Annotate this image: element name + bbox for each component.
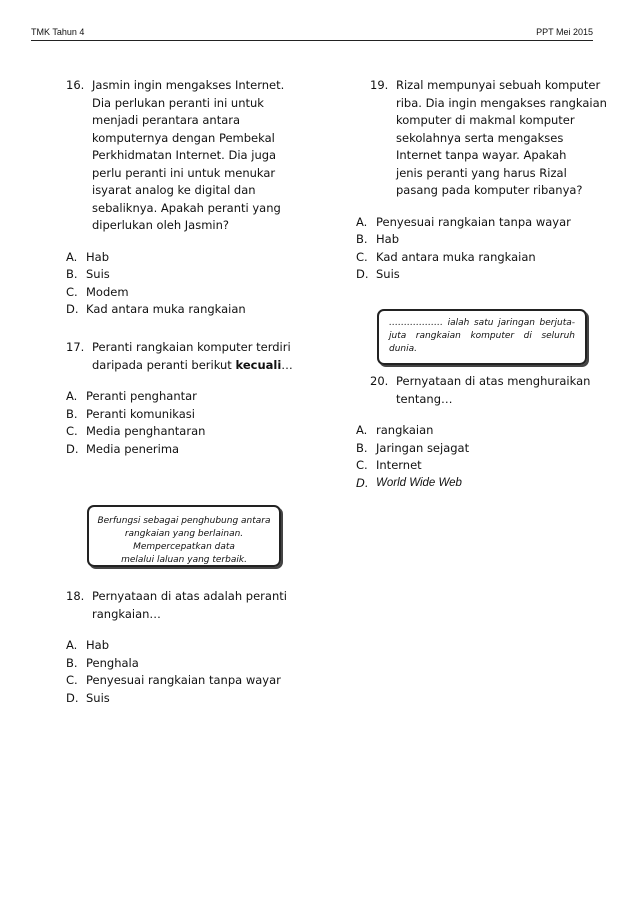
answer-options — [356, 214, 610, 284]
question-16 — [66, 77, 296, 319]
header-exam: PPT Mei 2015 — [536, 27, 593, 37]
option-text: Penyesuai rangkaian tanpa wayar — [86, 673, 281, 687]
option-b[interactable] — [66, 406, 296, 424]
option-c[interactable] — [66, 672, 296, 690]
option-letter: B. — [66, 267, 78, 281]
option-letter: C. — [356, 249, 368, 264]
page-header — [31, 26, 593, 41]
question-line: rangkaian… — [92, 606, 161, 621]
question-17 — [66, 339, 296, 458]
question-line-start: daripada peranti berikut — [92, 357, 236, 372]
option-c[interactable] — [66, 284, 296, 302]
option-letter: C. — [356, 458, 368, 472]
option-a[interactable] — [66, 249, 296, 267]
option-text: rangkaian — [376, 423, 434, 437]
question-text — [92, 339, 296, 374]
question-text — [396, 77, 610, 200]
option-letter: A. — [66, 638, 78, 652]
option-letter: A. — [66, 249, 78, 264]
option-letter: C. — [66, 424, 78, 438]
question-line: Jasmin ingin mengakses Internet. — [92, 78, 285, 92]
option-a[interactable] — [356, 422, 610, 440]
option-text: Modem — [86, 284, 129, 299]
option-text: Hab — [86, 638, 109, 652]
question-text — [396, 373, 610, 408]
option-d[interactable] — [66, 441, 296, 459]
option-text: Media penerima — [86, 441, 180, 456]
option-text: Hab — [376, 232, 399, 246]
question-text — [92, 588, 296, 623]
option-text: Internet — [376, 458, 422, 472]
question-18 — [66, 588, 296, 707]
statement-line: Mempercepatkan data — [133, 542, 235, 552]
option-letter: D. — [66, 690, 79, 705]
question-line — [92, 357, 296, 375]
question-line: perlu peranti ini untuk menukar — [92, 165, 276, 180]
option-b[interactable] — [356, 231, 610, 249]
option-text: Peranti komunikasi — [86, 406, 195, 421]
question-line: Pernyataan di atas adalah peranti — [92, 589, 287, 603]
answer-options — [66, 388, 296, 458]
question-number: 20. — [370, 374, 389, 388]
option-letter: D. — [66, 441, 79, 456]
answer-options — [66, 249, 296, 319]
question-line-end: … — [281, 357, 293, 372]
answer-options — [66, 637, 296, 707]
option-letter: A. — [356, 423, 368, 437]
option-text: Suis — [376, 267, 400, 281]
option-letter: A. — [356, 214, 368, 229]
option-letter: B. — [66, 655, 78, 670]
option-text: Jaringan sejagat — [376, 440, 470, 455]
question-line: sekolahnya serta mengakses — [396, 130, 564, 145]
question-line: Peranti rangkaian komputer terdiri — [92, 340, 291, 354]
question-line: Dia perlukan peranti ini untuk — [92, 95, 264, 110]
option-text: Suis — [86, 690, 110, 705]
statement-line: Berfungsi sebagai penghubung antara — [97, 516, 271, 526]
option-letter: D. — [356, 267, 369, 281]
question-text — [92, 77, 296, 235]
question-line: Internet tanpa wayar. Apakah — [396, 148, 567, 162]
statement-box-router — [87, 505, 281, 567]
option-c[interactable] — [356, 249, 610, 267]
question-line: menjadi perantara antara — [92, 113, 241, 127]
question-line: komputernya dengan Pembekal — [92, 130, 275, 145]
option-text: Kad antara muka rangkaian — [376, 249, 536, 264]
option-c[interactable] — [66, 423, 296, 441]
question-line: Perkhidmatan Internet. Dia juga — [92, 148, 277, 162]
statement-box-internet: ……………… ialah satu jaringan berjuta-juta rangkaian komputer di seluruh dunia. — [377, 309, 587, 365]
option-text: Hab — [86, 249, 109, 264]
header-subject: TMK Tahun 4 — [31, 27, 85, 37]
question-number: 16. — [66, 78, 85, 92]
option-b[interactable] — [356, 440, 610, 458]
option-letter: C. — [66, 673, 78, 687]
option-a[interactable] — [66, 388, 296, 406]
option-text: Penyesuai rangkaian tanpa wayar — [376, 214, 571, 229]
question-number: 17. — [66, 340, 85, 354]
option-letter: B. — [66, 406, 78, 421]
option-text: Kad antara muka rangkaian — [86, 302, 246, 316]
option-b[interactable] — [66, 266, 296, 284]
option-letter: A. — [66, 389, 78, 403]
question-line: isyarat analog ke digital dan — [92, 183, 256, 197]
option-letter: D. — [356, 475, 369, 490]
question-line: Rizal mempunyai sebuah komputer — [396, 78, 601, 92]
option-text: Media penghantaran — [86, 424, 206, 438]
question-line: riba. Dia ingin mengakses rangkaian — [396, 95, 607, 110]
option-letter: D. — [66, 302, 79, 316]
option-d[interactable] — [66, 301, 296, 319]
option-c[interactable] — [356, 457, 610, 475]
statement-line: rangkaian yang berlainan. — [124, 529, 244, 539]
question-line: Pernyataan di atas menghuraikan — [396, 374, 591, 388]
option-a[interactable] — [356, 214, 610, 232]
question-line: jenis peranti yang harus Rizal — [396, 165, 567, 180]
question-line: diperlukan oleh Jasmin? — [92, 218, 230, 232]
option-text: World Wide Web — [376, 476, 462, 489]
option-d[interactable] — [356, 266, 610, 284]
answer-options — [356, 422, 610, 492]
question-19 — [356, 77, 610, 284]
question-number: 19. — [370, 78, 389, 92]
option-d[interactable] — [356, 475, 610, 493]
question-line: sebaliknya. Apakah peranti yang — [92, 200, 281, 215]
option-letter: B. — [356, 232, 368, 246]
option-a[interactable] — [66, 637, 296, 655]
option-b[interactable] — [66, 655, 296, 673]
option-text: Suis — [86, 267, 110, 281]
question-20 — [356, 373, 610, 492]
option-letter: B. — [356, 440, 368, 455]
option-text: Penghala — [86, 655, 139, 670]
question-line: komputer di makmal komputer — [396, 113, 575, 127]
option-text: Peranti penghantar — [86, 389, 197, 403]
question-line: pasang pada komputer ribanya? — [396, 183, 583, 197]
question-line: tentang… — [396, 391, 453, 406]
emphasis-kecuali: kecuali — [235, 357, 282, 372]
statement-line: melalui laluan yang terbaik. — [121, 555, 247, 565]
option-d[interactable] — [66, 690, 296, 708]
question-number: 18. — [66, 589, 85, 603]
option-letter: C. — [66, 284, 78, 299]
